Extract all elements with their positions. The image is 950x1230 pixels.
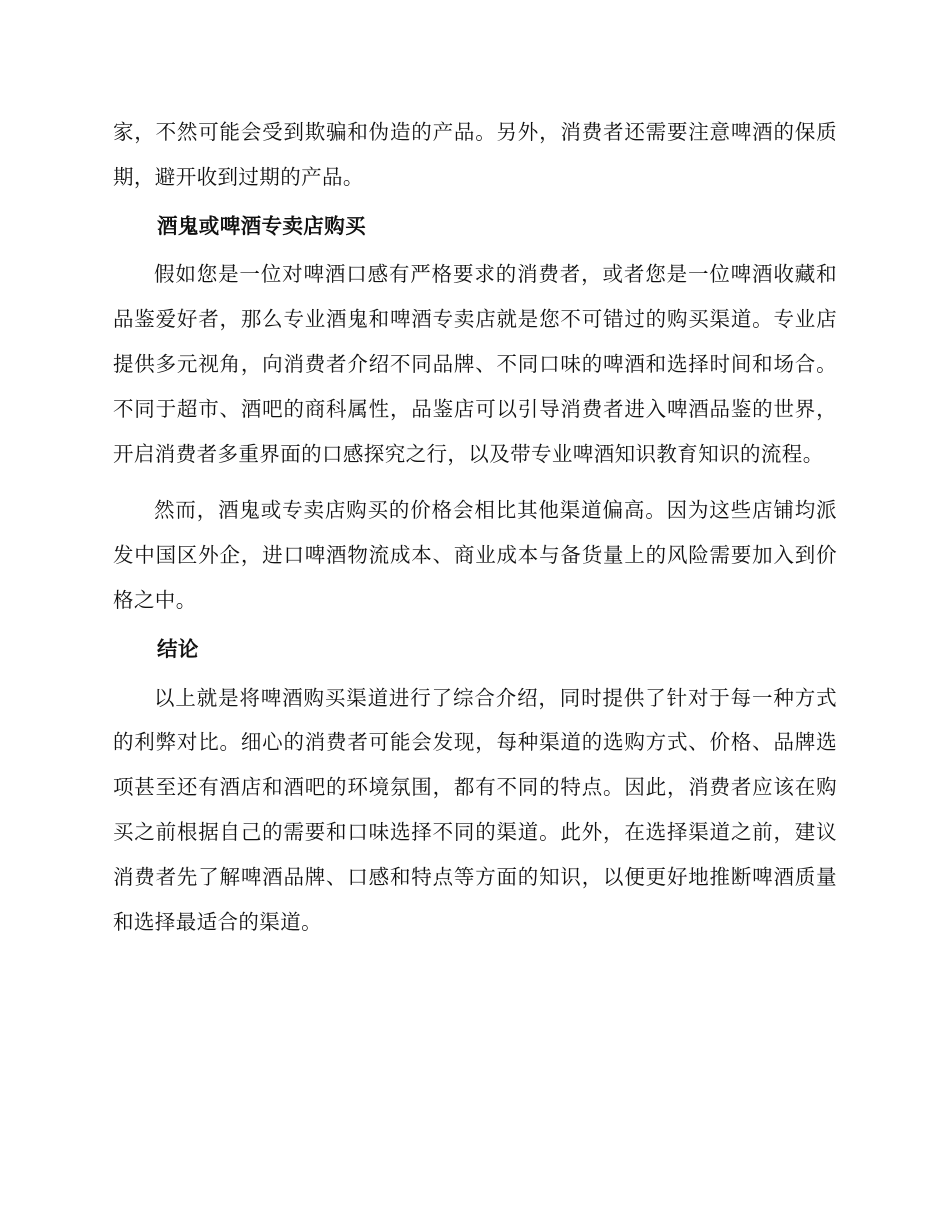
section-heading-specialty-store: 酒鬼或啤酒专卖店购买: [157, 213, 366, 238]
specialty-paragraph-1: 假如您是一位对啤酒口感有严格要求的消费者，或者您是一位啤酒收藏和品鉴爱好者，那么专业酒鬼和啤酒专卖店就是您不可错过的购买渠道。专业店提供多元视角，向消费者介绍不同品牌、不同口味的啤酒和选择时间和场合。不同于超市、酒吧的商科属性，品鉴店可以引导消费者进入啤酒品鉴的世界，开启消费者多重界面的口感探究之行，以及带专业啤酒知识教育知识的流程。: [113, 262, 837, 466]
section-heading-conclusion: 结论: [157, 636, 199, 661]
conclusion-paragraph: 以上就是将啤酒购买渠道进行了综合介绍，同时提供了针对于每一种方式的利弊对比。细心的消费者可能会发现，每种渠道的选购方式、价格、品牌选项甚至还有酒店和酒吧的环境氛围，都有不同的特点。因此，消费者应该在购买之前根据自己的需要和口味选择不同的渠道。此外，在选择渠道之前，建议消费者先了解啤酒品牌、口感和特点等方面的知识，以便更好地推断啤酒质量和选择最适合的渠道。: [113, 685, 837, 934]
continuation-paragraph: 家，不然可能会受到欺骗和伪造的产品。另外，消费者还需要注意啤酒的保质期，避开收到过期的产品。: [113, 120, 837, 189]
document-page: [113, 110, 837, 944]
specialty-paragraph-2: 然而，酒鬼或专卖店购买的价格会相比其他渠道偏高。因为这些店铺均派发中国区外企，进口啤酒物流成本、商业成本与备货量上的风险需要加入到价格之中。: [113, 498, 837, 612]
